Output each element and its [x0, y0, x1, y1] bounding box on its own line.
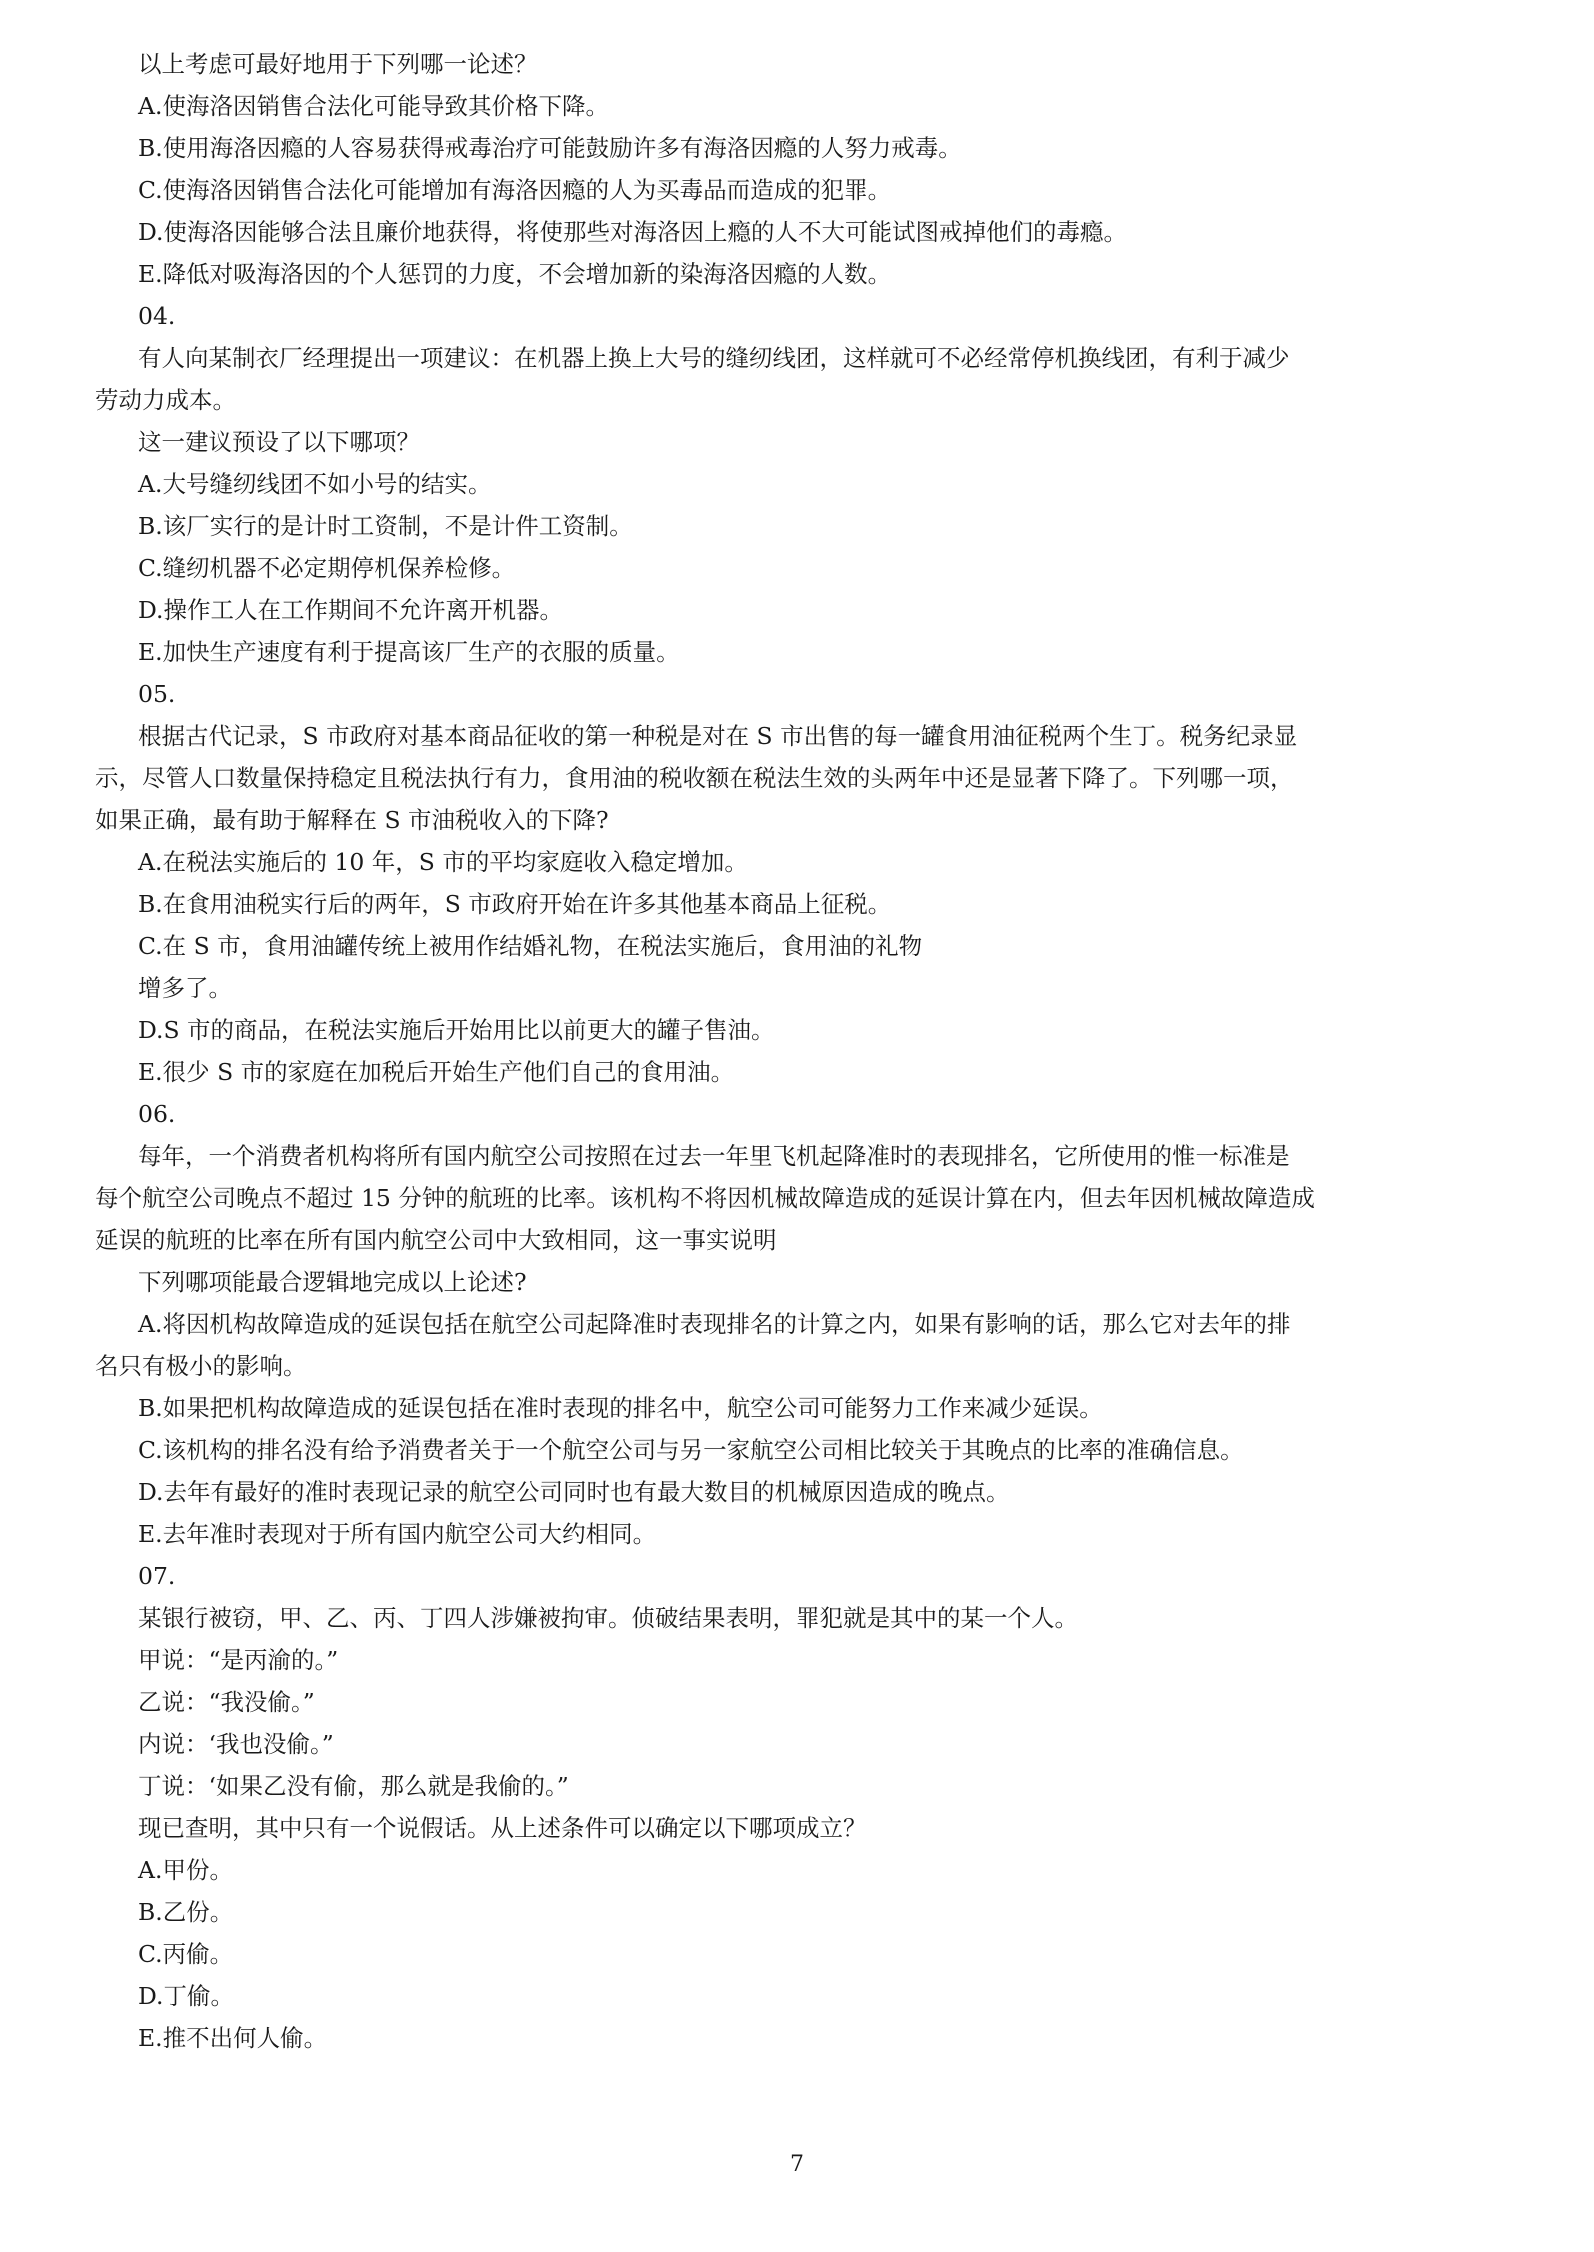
q04-option-b: B.该厂实行的是计时工资制，不是计件工资制。: [138, 512, 633, 540]
q06-option-c: C.该机构的排名没有给予消费者关于一个航空公司与另一家航空公司相比较关于其晚点的比率的准确信息。: [138, 1436, 1244, 1464]
q04-stem-line-1: 有人向某制衣厂经理提出一项建议：在机器上换上大号的缝纫线团，这样就可不必经常停机换线团，有利于减少: [138, 344, 1290, 372]
q07-statement-jia: 甲说：“是丙渝的。”: [138, 1646, 339, 1674]
q06-prompt: 下列哪项能最合逻辑地完成以上论述?: [138, 1268, 527, 1296]
q07-option-a: A.甲份。: [138, 1856, 233, 1884]
q05-stem-line-2: 示，尽管人口数量保持稳定且税法执行有力，食用油的税收额在税法生效的头两年中还是显著下降了。下列哪一项，: [95, 764, 1294, 792]
q03-option-c: C.使海洛因销售合法化可能增加有海洛因瘾的人为买毒品而造成的犯罪。: [138, 176, 892, 204]
q07-option-c: C.丙偷。: [138, 1940, 234, 1968]
q07-option-d: D.丁偷。: [138, 1982, 234, 2010]
q05-option-c: C.在 S 市，食用油罐传统上被用作结婚礼物，在税法实施后，食用油的礼物: [138, 932, 923, 960]
q04-number: 04.: [138, 302, 176, 330]
q05-option-d: D.S 市的商品，在税法实施后开始用比以前更大的罐子售油。: [138, 1016, 775, 1044]
q06-option-a-line-1: A.将因机构故障造成的延误包括在航空公司起降准时表现排名的计算之内，如果有影响的话，那么它对去年的排: [138, 1310, 1291, 1338]
q07-stem: 某银行被窃，甲、乙、丙、丁四人涉嫌被拘审。侦破结果表明，罪犯就是其中的某一个人。: [138, 1604, 1078, 1632]
q05-option-e: E.很少 S 市的家庭在加税后开始生产他们自己的食用油。: [138, 1058, 735, 1086]
q07-statement-yi: 乙说：“我没偷。”: [138, 1688, 315, 1716]
q06-stem-line-1: 每年，一个消费者机构将所有国内航空公司按照在过去一年里飞机起降准时的表现排名，它所使用的惟一标准是: [138, 1142, 1290, 1170]
q07-number: 07.: [138, 1562, 176, 1590]
q05-stem-line-1: 根据古代记录，S 市政府对基本商品征收的第一种税是对在 S 市出售的每一罐食用油征税两个生丁。税务纪录显: [138, 722, 1298, 750]
q04-stem-line-2: 劳动力成本。: [95, 386, 236, 414]
q07-option-b: B.乙份。: [138, 1898, 234, 1926]
q06-option-d: D.去年有最好的准时表现记录的航空公司同时也有最大数目的机械原因造成的晚点。: [138, 1478, 1010, 1506]
q07-option-e: E.推不出何人偷。: [138, 2024, 328, 2052]
q04-option-c: C.缝纫机器不必定期停机保养检修。: [138, 554, 516, 582]
q05-option-a: A.在税法实施后的 10 年，S 市的平均家庭收入稳定增加。: [138, 848, 748, 876]
q03-option-e: E.降低对吸海洛因的个人惩罚的力度，不会增加新的染海洛因瘾的人数。: [138, 260, 892, 288]
q07-statement-bing: 内说：‘我也没偷。”: [138, 1730, 334, 1758]
q04-prompt: 这一建议预设了以下哪项？: [138, 428, 420, 456]
q03-prompt: 以上考虑可最好地用于下列哪一论述？: [138, 50, 538, 78]
q06-option-b: B.如果把机构故障造成的延误包括在准时表现的排名中，航空公司可能努力工作来减少延误。: [138, 1394, 1103, 1422]
q04-option-d: D.操作工人在工作期间不允许离开机器。: [138, 596, 563, 624]
q06-number: 06.: [138, 1100, 176, 1128]
q03-option-a: A.使海洛因销售合法化可能导致其价格下降。: [138, 92, 609, 120]
q06-stem-line-2: 每个航空公司晚点不超过 15 分钟的航班的比率。该机构不将因机械故障造成的延误计算在内，但去年因机械故障造成: [95, 1184, 1315, 1212]
q06-option-e: E.去年准时表现对于所有国内航空公司大约相同。: [138, 1520, 657, 1548]
q03-option-b: B.使用海洛因瘾的人容易获得戒毒治疗可能鼓励许多有海洛因瘾的人努力戒毒。: [138, 134, 962, 162]
q05-stem-line-3: 如果正确，最有助于解释在 S 市油税收入的下降?: [95, 806, 609, 834]
q04-option-a: A.大号缝纫线团不如小号的结实。: [138, 470, 492, 498]
q05-option-c-continued: 增多了。: [138, 974, 232, 1002]
q04-option-e: E.加快生产速度有利于提高该厂生产的衣服的质量。: [138, 638, 680, 666]
q06-option-a-line-2: 名只有极小的影响。: [95, 1352, 307, 1380]
q05-number: 05.: [138, 680, 176, 708]
q05-option-b: B.在食用油税实行后的两年，S 市政府开始在许多其他基本商品上征税。: [138, 890, 892, 918]
q07-prompt: 现已查明，其中只有一个说假话。从上述条件可以确定以下哪项成立？: [138, 1814, 867, 1842]
q06-stem-line-3: 延误的航班的比率在所有国内航空公司中大致相同，这一事实说明: [95, 1226, 777, 1254]
q07-statement-ding: 丁说：‘如果乙没有偷，那么就是我偷的。”: [138, 1772, 569, 1800]
page-number: 7: [790, 2152, 804, 2177]
q03-option-d: D.使海洛因能够合法且廉价地获得，将使那些对海洛因上瘾的人不大可能试图戒掉他们的毒瘾。: [138, 218, 1127, 246]
